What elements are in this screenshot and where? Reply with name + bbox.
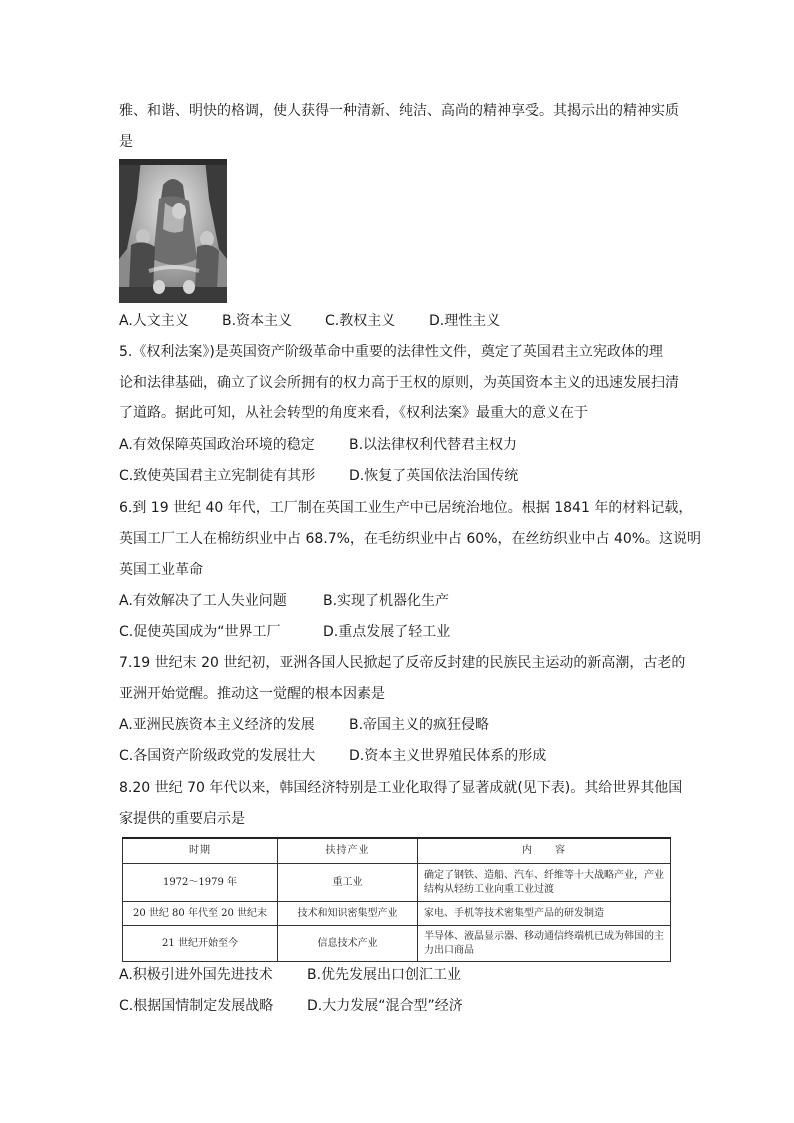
q8-option-b[interactable]: B.优先发展出口创汇工业 <box>307 967 462 983</box>
q7-option-a[interactable]: A.亚洲民族资本主义经济的发展 <box>119 717 315 733</box>
table-cell-period: 21 世纪开始至今 <box>123 926 278 962</box>
q4-stem-line-2: 是 <box>119 134 133 150</box>
q6-option-d[interactable]: D.重点发展了轻工业 <box>323 624 451 640</box>
q6-option-c[interactable]: C.促使英国成为“世界工厂 <box>119 624 281 640</box>
q5-stem-line-2: 论和法律基础，确立了议会所拥有的权力高于王权的原则，为英国资本主义的迅速发展扫清 <box>119 375 679 391</box>
q8-option-d[interactable]: D.大力发展“混合型”经济 <box>307 998 463 1014</box>
q6-stem-line-2: 英国工厂工人在棉纺织业中占 68.7%，在毛纺织业中占 60%，在丝纺织业中占 40%。这说明 <box>119 531 702 547</box>
table-row <box>123 926 671 962</box>
q7-stem-line-1: 7.19 世纪末 20 世纪初，亚洲各国人民掀起了反帝反封建的民族民主运动的新高潮，古老的 <box>119 655 686 671</box>
q5-stem-line-1: 5.《权利法案》)是英国资产阶级革命中重要的法律性文件，奠定了英国君主立宪政体的理 <box>119 344 663 360</box>
q6-stem-line-1: 6.到 19 世纪 40 年代，工厂制在英国工业生产中已居统治地位。根据 1841 年的材料记载， <box>119 500 693 516</box>
q5-option-a[interactable]: A.有效保障英国政治环境的稳定 <box>119 437 315 453</box>
table-header-industry: 扶持产业 <box>278 838 418 864</box>
table-cell-industry: 重工业 <box>278 864 418 902</box>
table-header-content: 内 容 <box>418 838 671 864</box>
table-cell-industry: 信息技术产业 <box>278 926 418 962</box>
q8-stem-line-1: 8.20 世纪 70 年代以来，韩国经济特别是工业化取得了显著成就(见下表)。其给世界其他国 <box>119 780 683 796</box>
korea-industry-table <box>122 837 671 962</box>
q7-option-c[interactable]: C.各国资产阶级政党的发展壮大 <box>119 748 316 764</box>
table-cell-industry: 技术和知识密集型产业 <box>278 902 418 926</box>
q6-option-a[interactable]: A.有效解决了工人失业问题 <box>119 593 287 609</box>
table-cell-content: 家电、手机等技术密集型产品的研发制造 <box>418 902 671 926</box>
sistine-madonna-painting <box>119 159 227 303</box>
table-header-row <box>123 838 671 864</box>
table-cell-period: 20 世纪 80 年代至 20 世纪末 <box>123 902 278 926</box>
q6-stem-line-3: 英国工业革命 <box>119 562 203 578</box>
q5-option-d[interactable]: D.恢复了英国依法治国传统 <box>349 468 519 484</box>
q5-option-b[interactable]: B.以法律权利代替君主权力 <box>349 437 518 453</box>
q5-stem-line-3: 了道路。据此可知，从社会转型的角度来看，《权利法案》最重大的意义在于 <box>119 405 588 421</box>
q4-stem-line-1: 雅、和谐、明快的格调，使人获得一种清新、纯洁、高尚的精神享受。其揭示出的精神实质 <box>119 103 679 119</box>
q4-option-d[interactable]: D.理性主义 <box>429 313 501 329</box>
q4-option-b[interactable]: B.资本主义 <box>222 313 293 329</box>
q6-option-b[interactable]: B.实现了机器化生产 <box>323 593 450 609</box>
q8-stem-line-2: 家提供的重要启示是 <box>119 811 245 827</box>
table-cell-content: 半导体、液晶显示器、移动通信终端机已成为韩国的主力出口商品 <box>418 926 671 962</box>
q7-stem-line-2: 亚洲开始觉醒。推动这一觉醒的根本因素是 <box>119 686 385 702</box>
q7-option-b[interactable]: B.帝国主义的疯狂侵略 <box>349 717 490 733</box>
table-row <box>123 864 671 902</box>
table-header-period: 时期 <box>123 838 278 864</box>
q4-option-a[interactable]: A.人文主义 <box>119 313 189 329</box>
table-row <box>123 902 671 926</box>
q8-option-c[interactable]: C.根据国情制定发展战略 <box>119 998 274 1014</box>
q5-option-c[interactable]: C.致使英国君主立宪制徒有其形 <box>119 468 316 484</box>
q8-option-a[interactable]: A.积极引进外国先进技术 <box>119 967 273 983</box>
table-cell-period: 1972～1979 年 <box>123 864 278 902</box>
table-cell-content: 确定了钢铁、造船、汽车、纤维等十大战略产业，产业结构从轻纺工业向重工业过渡 <box>418 864 671 902</box>
q7-option-d[interactable]: D.资本主义世界殖民体系的形成 <box>349 748 547 764</box>
q4-option-c[interactable]: C.教权主义 <box>325 313 396 329</box>
